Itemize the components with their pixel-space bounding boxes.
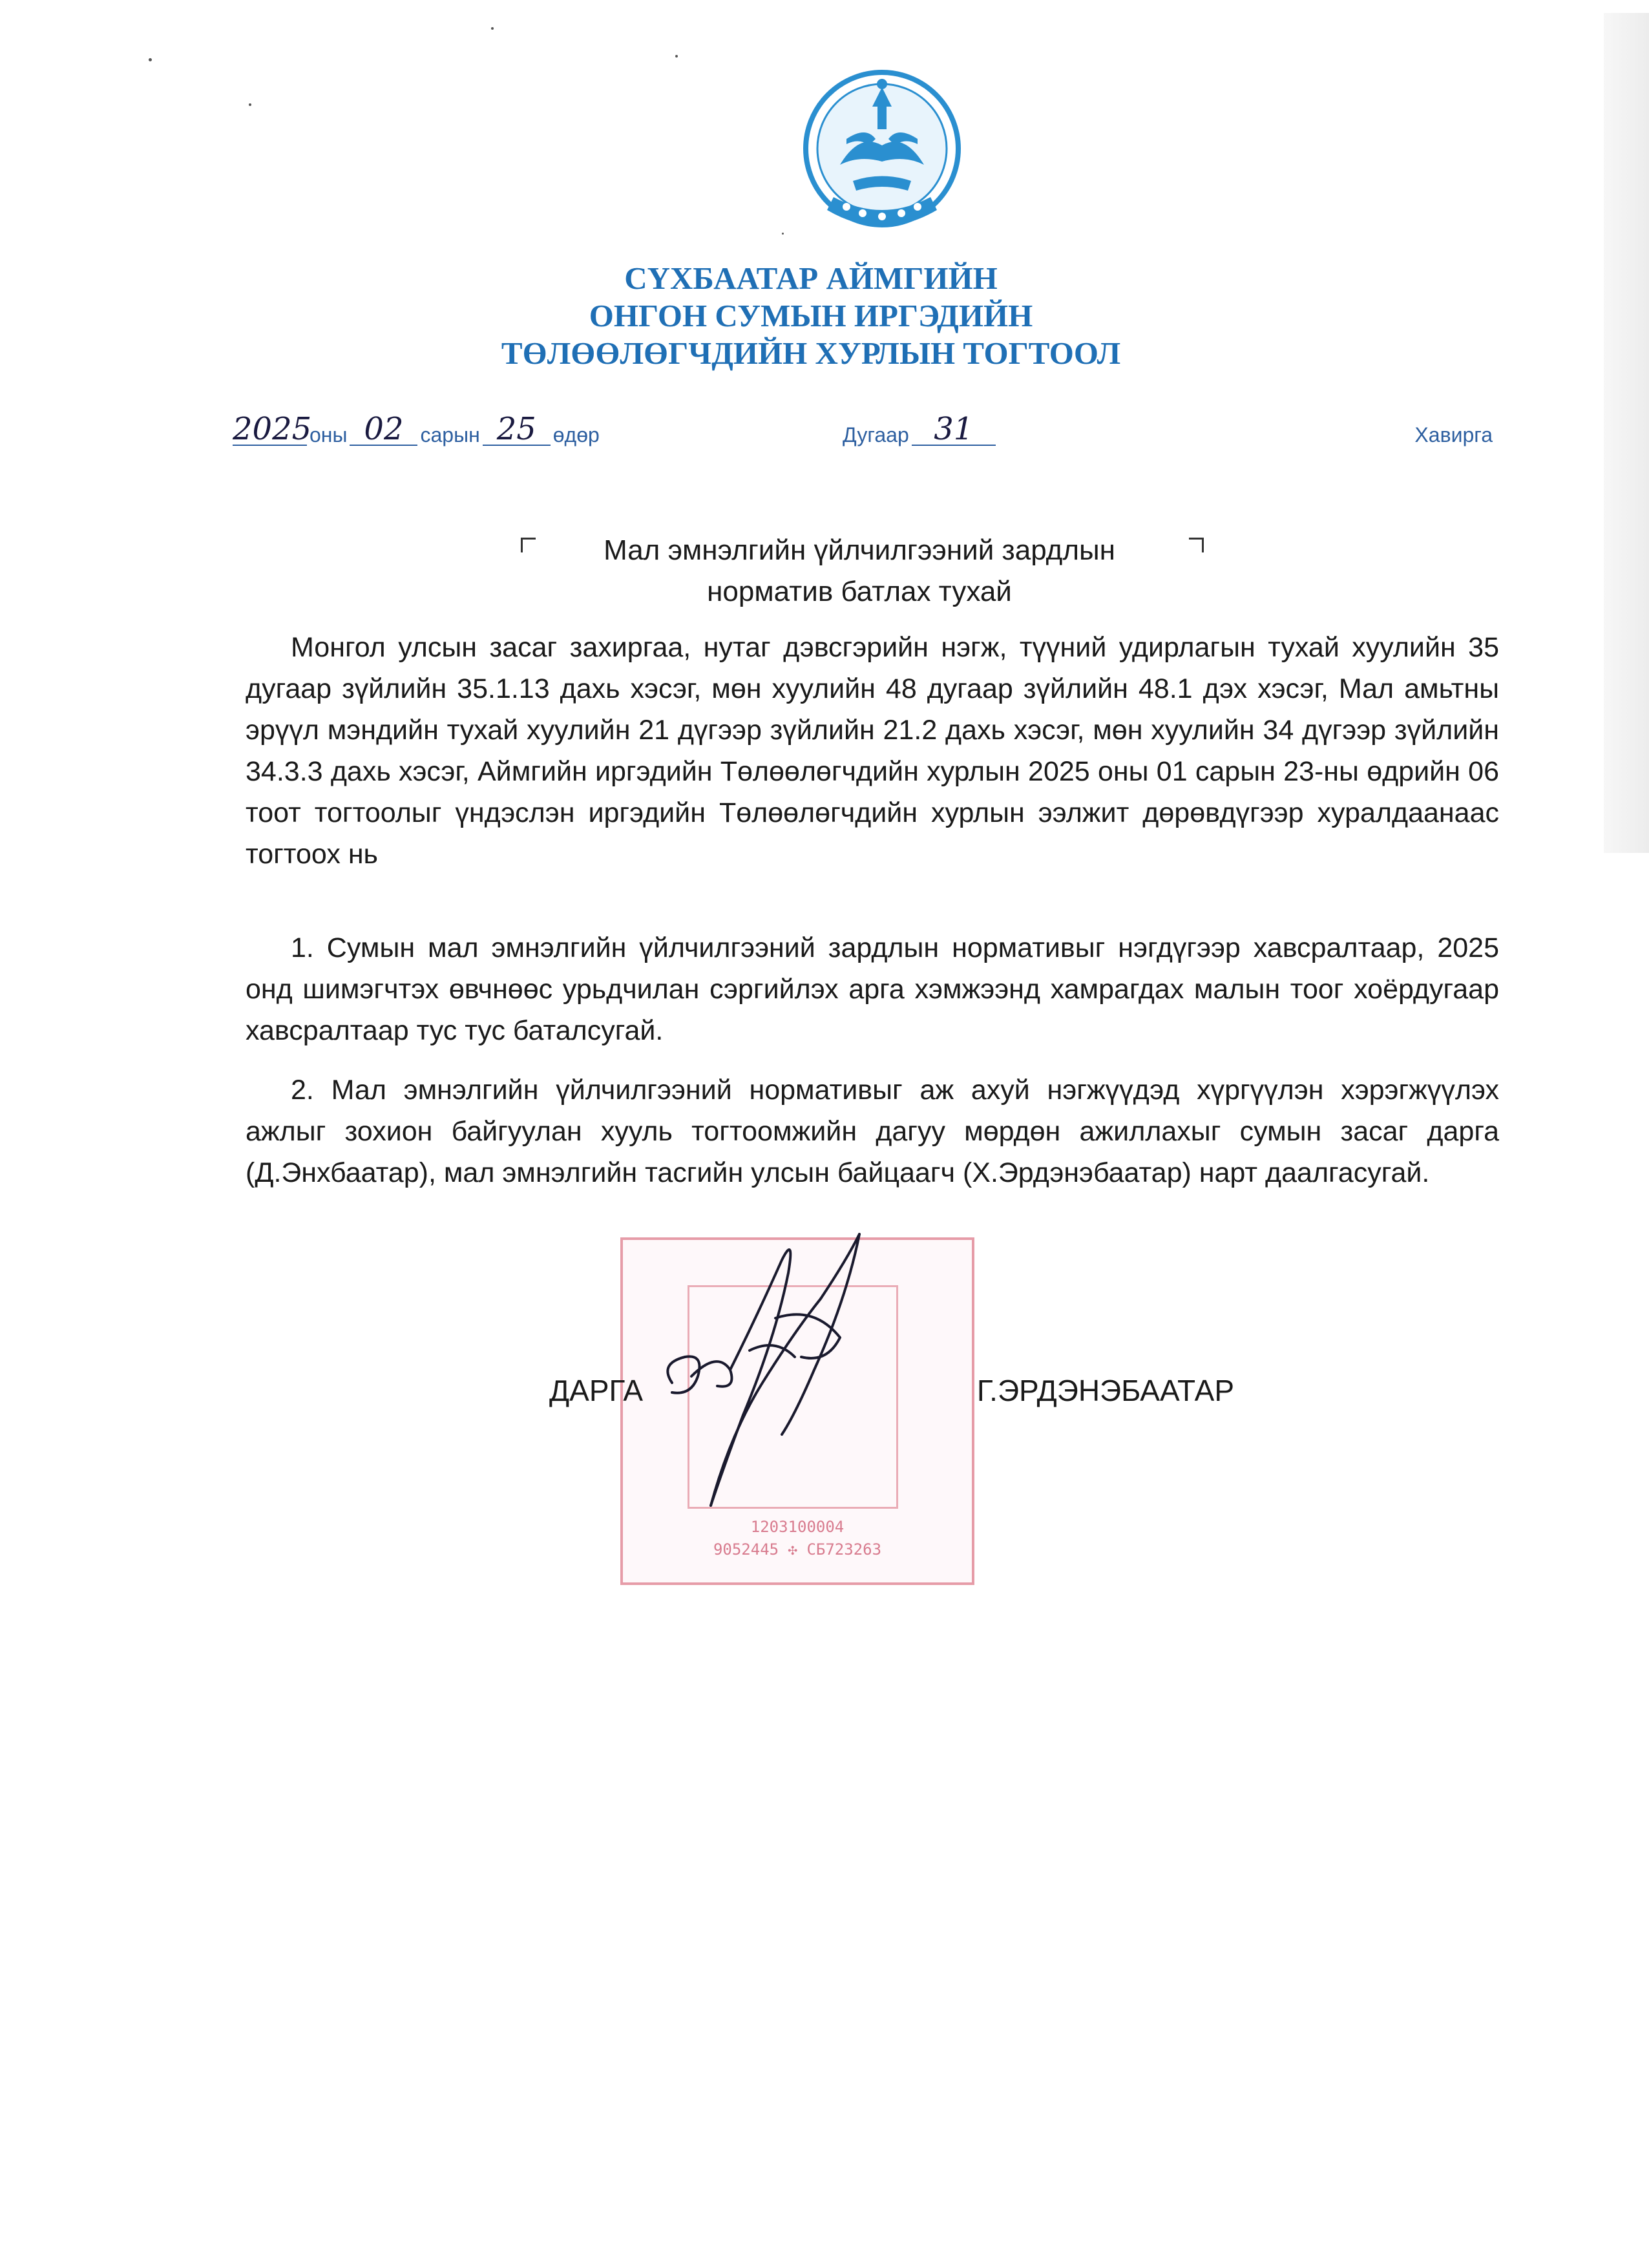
stamp-registration-line-1: 1203100004 (750, 1518, 845, 1536)
date-month: 02 (350, 414, 417, 446)
header-line-1: СҮХБААТАР АЙМГИЙН (624, 260, 998, 296)
date-day: 25 (483, 414, 551, 446)
document-meta-row (233, 407, 1493, 446)
preamble-paragraph: Монгол улсын засаг захиргаа, нутаг дэвсгэрийн нэгж, түүний удирлагын тухай хуулийн 35 дугаар зүйлийн 35.1.13 дахь хэсэг, мөн хуулийн 48 дугаар зүйлийн 48.1 дэх хэсэг, Мал амьтны эрүүл мэндийн тухай хуулийн 21 дүгээр зүйлийн 21.2 дахь хэсэг, мөн хуулийн 34 дүгээр зүйлийн 34.3.3 дахь хэсэг, Аймгийн иргэдийн Төлөөлөгчдийн хурлын 2025 оны 01 сарын 23-ны өдрийн 06 тоот тогтоолыг үндэслэн иргэдийн Төлөөлөгчдийн хурлын ээлжит дөрөвдүгээр хуралдаанаас тогтоох нь (246, 632, 1499, 870)
resolution-item-2: 2. Мал эмнэлгийн үйлчилгээний нормативыг аж ахуй нэгжүүдэд хүргүүлэн хэрэгжүүлэх ажлыг зохион байгуулан хууль тогтоомжийн дагуу мөрдөн ажиллахыг сумын засаг дарга (Д.Энхбаатар), мал эмнэлгийн тасгийн улсын байцаагч (Х.Эрдэнэбаатар) нарт даалгасугай. (246, 1075, 1499, 1188)
subject-line-1: Мал эмнэлгийн үйлчилгээний зардлын (604, 534, 1115, 566)
date-year: 2025 (233, 411, 312, 447)
mongolia-state-emblem-icon (801, 68, 963, 242)
scan-speck (491, 27, 494, 30)
signature-row (549, 1373, 1234, 1412)
document-place: Хавирга (1414, 423, 1493, 446)
signer-title: ДАРГА (549, 1374, 644, 1407)
body-item-1 (246, 927, 1499, 1051)
document-number (840, 411, 996, 447)
date-year-suffix: оны (310, 423, 348, 446)
resolution-item-1: 1. Сумын мал эмнэлгийн үйлчилгээний зардлын нормативыг нэгдүгээр хавсралтаар, 2025 онд шимэгчтэх өвчнөөс урьдчилан сэргийлэх арга хэмжээнд хамрагдах малын тоог хоёрдугаар хавсралтаар тус тус баталсугай. (246, 932, 1499, 1046)
scan-edge (1604, 13, 1649, 853)
scan-speck (249, 103, 251, 106)
scan-speck (149, 58, 152, 61)
number-label: Дугаар (843, 423, 909, 446)
issuer-header (388, 260, 1234, 372)
document-date (233, 411, 602, 447)
body-preamble (246, 627, 1499, 875)
scan-speck (782, 233, 784, 235)
subject-line-2: норматив батлах тухай (707, 576, 1012, 607)
signer-name: Г.ЭРДЭНЭБААТАР (976, 1374, 1234, 1407)
scan-speck (675, 55, 678, 58)
number-value: 31 (912, 414, 996, 446)
date-day-suffix: өдөр (552, 423, 600, 446)
document-subject (504, 530, 1215, 613)
header-line-2: ОНГОН СУМЫН ИРГЭДИЙН (589, 298, 1033, 333)
date-month-suffix: сарын (420, 423, 480, 446)
header-line-3: ТӨЛӨӨЛӨГЧДИЙН ХУРЛЫН ТОГТООЛ (501, 335, 1121, 371)
body-item-2 (246, 1069, 1499, 1193)
stamp-registration-line-2: 9052445 ✣ СБ723263 (713, 1540, 882, 1559)
